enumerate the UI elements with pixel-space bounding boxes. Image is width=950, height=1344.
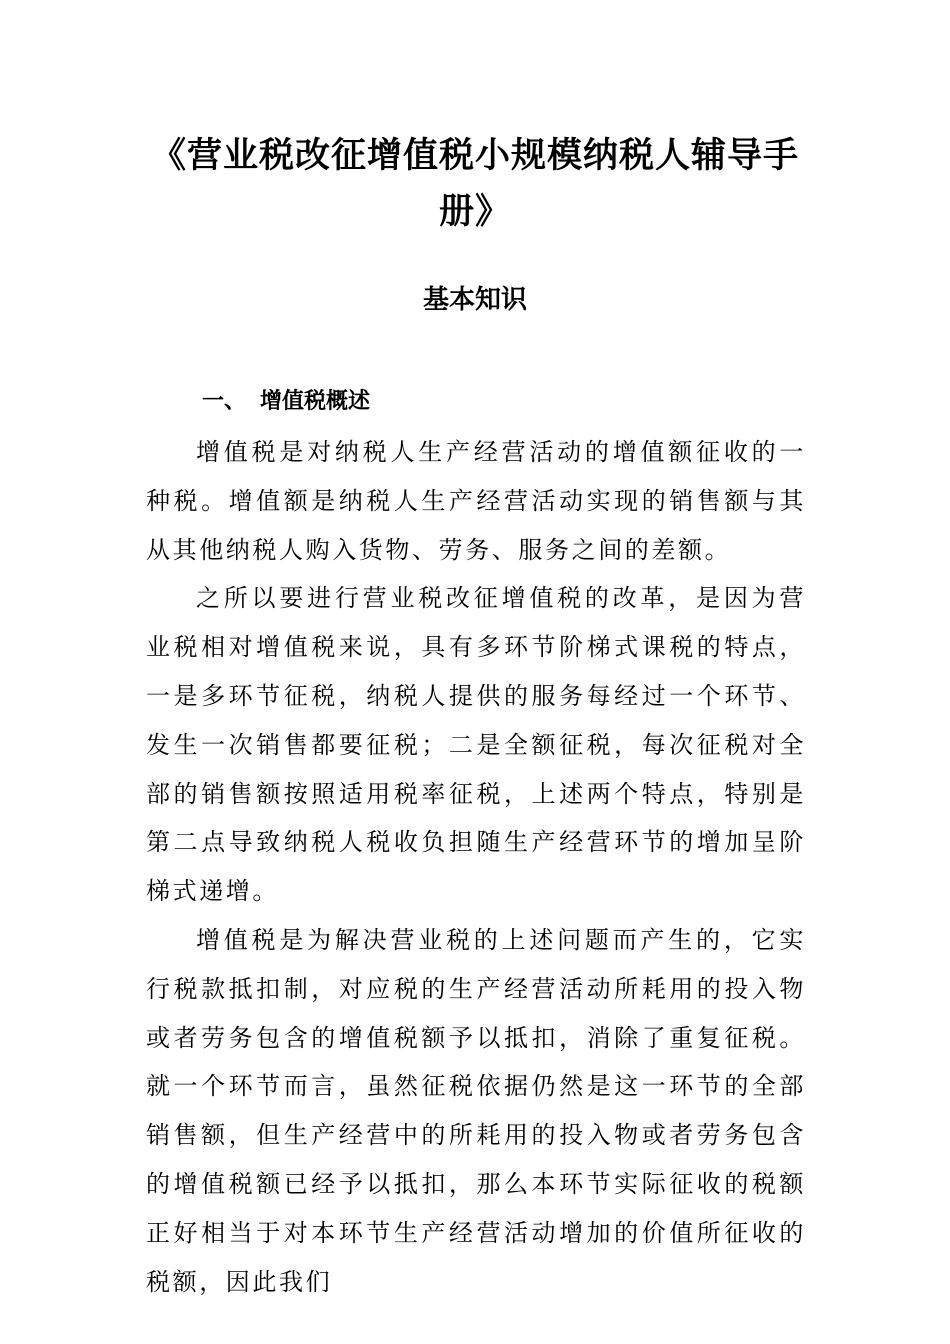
section-heading: [202, 383, 370, 419]
paragraph: 增值税是对纳税人生产经营活动的增值额征收的一种税。增值额是纳税人生产经营活动实现的销售额与其从其他纳税人购入货物、劳务、服务之间的差额。: [146, 438, 806, 564]
document-subtitle: 基本知识: [422, 285, 527, 315]
section-title: 增值税概述: [260, 388, 371, 414]
section-number: 一、: [202, 388, 247, 414]
body-text: [146, 428, 806, 1306]
paragraph: 之所以要进行营业税改征增值税的改革，是因为营业税相对增值税来说，具有多环节阶梯式课税的特点，一是多环节征税，纳税人提供的服务每经过一个环节、发生一次销售都要征税；二是全额征税，每次征税对全部的销售额按照适用税率征税，上述两个特点，特别是第二点导致纳税人税收负担随生产经营环节的增加呈阶梯式递增。: [146, 584, 806, 906]
paragraph: 增值税是为解决营业税的上述问题而产生的，它实行税款抵扣制，对应税的生产经营活动所耗用的投入物或者劳务包含的增值税额予以抵扣，消除了重复征税。就一个环节而言，虽然征税依据仍然是这一环节的全部销售额，但生产经营中的所耗用的投入物或者劳务包含的增值税额已经予以抵扣，那么本环节实际征收的税额正好相当于对本环节生产经营活动增加的价值所征收的税额，因此我们: [146, 925, 806, 1296]
document-title: 《营业税改征增值税小规模纳税人辅导手册》: [150, 135, 799, 232]
